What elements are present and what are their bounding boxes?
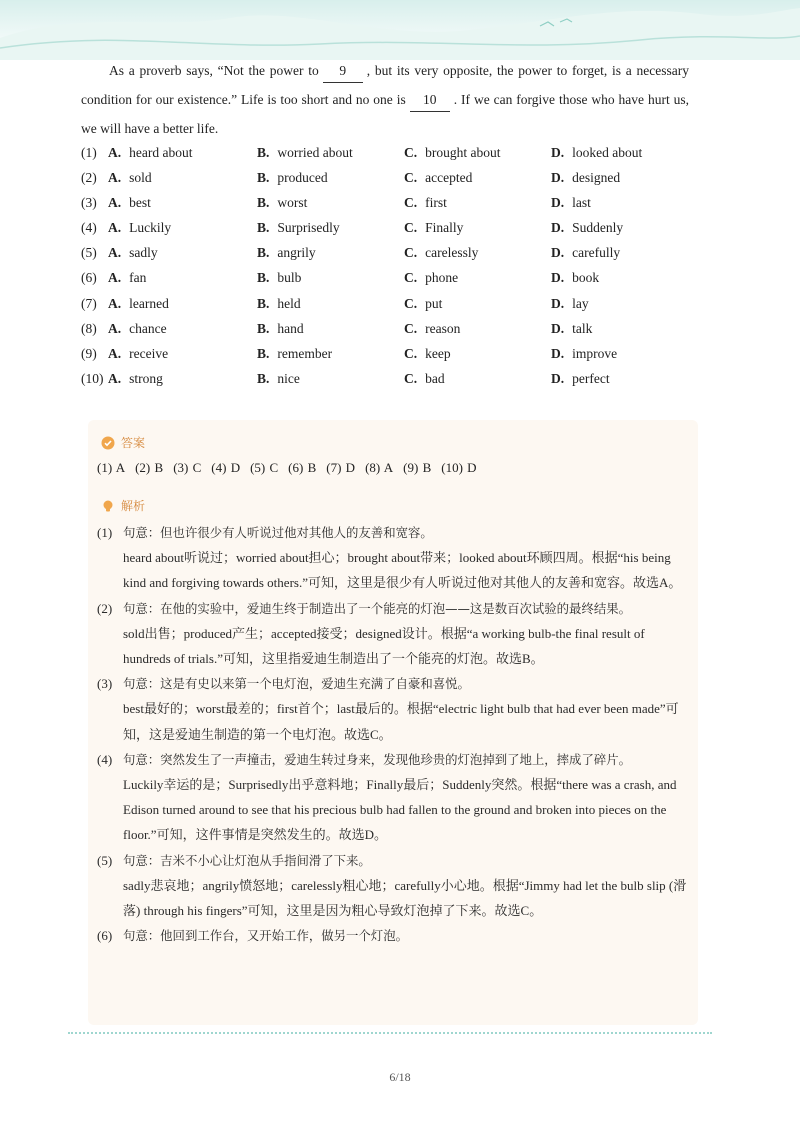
sentence-meaning: 句意：在他的实验中，爱迪生终于制造出了一个能亮的灯泡——这是数百次试验的最终结果。 <box>123 600 632 616</box>
answer-item: (5) C <box>250 460 279 475</box>
choice-text: produced <box>277 170 328 186</box>
answer-item: (6) B <box>288 460 317 475</box>
choice-text: fan <box>129 270 147 286</box>
option-choice <box>551 215 623 240</box>
choice-text: carelessly <box>425 245 479 261</box>
answer-item: (7) D <box>326 460 356 475</box>
choice-letter: C. <box>404 170 418 186</box>
option-choice <box>404 165 472 190</box>
analysis-item <box>97 520 687 596</box>
choice-letter: C. <box>404 370 418 386</box>
choice-letter: D. <box>551 170 565 186</box>
question-number: (6) <box>81 270 97 286</box>
analysis-item <box>97 596 687 672</box>
choice-letter: A. <box>108 220 122 236</box>
choice-text: Suddenly <box>572 220 624 236</box>
option-row <box>81 366 701 391</box>
choice-letter: C. <box>404 220 418 236</box>
option-choice <box>404 140 501 165</box>
option-row <box>81 140 701 165</box>
choice-text: book <box>572 270 600 286</box>
option-choice <box>551 341 617 366</box>
choice-letter: C. <box>404 320 418 336</box>
option-choice <box>108 215 171 240</box>
sentence-meaning: 句意：这是有史以来第一个电灯泡，爱迪生充满了自豪和喜悦。 <box>123 676 470 692</box>
choice-letter: D. <box>551 295 565 311</box>
choice-letter: D. <box>551 245 565 261</box>
option-choice <box>404 190 447 215</box>
passage-text-3: . If we can forgive those who have hurt us, we will have a better life. <box>81 92 689 136</box>
choice-letter: D. <box>551 370 565 386</box>
choice-letter: A. <box>108 370 122 386</box>
question-number: (7) <box>81 295 97 311</box>
choice-text: strong <box>129 370 163 386</box>
choice-text: last <box>572 195 591 211</box>
choice-text: perfect <box>572 370 610 386</box>
option-choice <box>257 265 301 290</box>
option-row <box>81 165 701 190</box>
question-number: (8) <box>81 320 97 336</box>
analysis-number: (5) <box>97 852 113 868</box>
option-choice <box>551 265 599 290</box>
analysis-item <box>97 671 687 747</box>
option-row <box>81 291 701 316</box>
option-choice <box>551 190 591 215</box>
option-choice <box>257 291 301 316</box>
choice-text: best <box>129 195 151 211</box>
analysis-tag <box>101 497 145 514</box>
choice-letter: B. <box>257 370 270 386</box>
choice-letter: C. <box>404 270 418 286</box>
option-choice <box>108 165 152 190</box>
option-row <box>81 190 701 215</box>
sentence-meaning: 句意：吉米不小心让灯泡从手指间滑了下来。 <box>123 852 371 868</box>
options-list <box>81 140 701 391</box>
option-choice <box>404 240 478 265</box>
analysis-item <box>97 747 687 848</box>
choice-text: put <box>425 295 443 311</box>
choice-letter: D. <box>551 270 565 286</box>
choice-letter: C. <box>404 295 418 311</box>
option-choice <box>108 140 192 165</box>
choice-text: hand <box>277 320 304 336</box>
choice-text: Finally <box>425 220 464 236</box>
choice-letter: A. <box>108 170 122 186</box>
analysis-section <box>97 520 687 948</box>
choice-letter: B. <box>257 220 270 236</box>
choice-letter: A. <box>108 295 122 311</box>
option-choice <box>257 240 316 265</box>
choice-text: nice <box>277 370 300 386</box>
option-choice <box>108 190 151 215</box>
choice-text: reason <box>425 320 461 336</box>
analysis-number: (1) <box>97 525 113 540</box>
answer-label: 答案 <box>121 436 146 450</box>
option-choice <box>404 341 451 366</box>
choice-letter: A. <box>108 195 122 211</box>
choice-letter: B. <box>257 270 270 286</box>
cloze-passage <box>81 56 689 143</box>
sentence-meaning: 句意：但也许很少有人听说过他对其他人的友善和宽容。 <box>123 525 433 540</box>
choice-text: angrily <box>277 245 316 261</box>
choice-text: worst <box>277 195 308 211</box>
choice-letter: A. <box>108 320 122 336</box>
analysis-label: 解析 <box>121 499 146 513</box>
sentence-meaning: 句意：他回到工作台，又开始工作，做另一个灯泡。 <box>123 928 408 944</box>
choice-letter: D. <box>551 145 565 160</box>
option-choice <box>108 265 146 290</box>
choice-text: designed <box>572 170 621 186</box>
choice-text: brought about <box>425 145 501 160</box>
analysis-number: (2) <box>97 600 113 616</box>
option-row <box>81 240 701 265</box>
answer-tag <box>101 434 145 451</box>
lightbulb-icon <box>101 499 115 513</box>
choice-letter: A. <box>108 270 122 286</box>
check-badge-icon <box>101 436 115 450</box>
option-choice <box>551 140 642 165</box>
choice-letter: A. <box>108 345 122 361</box>
choice-text: heard about <box>129 145 193 160</box>
option-choice <box>257 316 304 341</box>
answers-line <box>97 460 487 476</box>
footer-divider <box>68 1032 712 1034</box>
choice-text: sadly <box>129 245 158 261</box>
analysis-number: (4) <box>97 751 113 767</box>
passage-text-2: , but its very opposite, the power to forget, is a necessary condition for our existence.” Life is too short and no one is <box>81 63 689 107</box>
choice-text: held <box>277 295 301 311</box>
answer-item: (4) D <box>211 460 241 475</box>
passage-text-1: As a proverb says, “Not the power to <box>109 63 319 78</box>
choice-text: Surprisedly <box>277 220 340 236</box>
analysis-number: (6) <box>97 928 113 944</box>
choice-text: bad <box>425 370 445 386</box>
option-choice <box>108 366 163 391</box>
choice-letter: C. <box>404 245 418 261</box>
choice-letter: B. <box>257 245 270 261</box>
option-choice <box>257 215 340 240</box>
option-choice <box>257 165 328 190</box>
choice-text: first <box>425 195 447 211</box>
word-explanation: sadly悲哀地；angrily愤怒地；carelessly粗心地；carefully小心地。根据“Jimmy had let the bulb slip (滑落) through his fingers”可知，这里是因为粗心导致灯泡掉了下来。故选C。 <box>123 877 687 919</box>
choice-text: keep <box>425 345 451 361</box>
question-number: (9) <box>81 345 97 361</box>
choice-letter: B. <box>257 145 270 160</box>
option-row <box>81 341 701 366</box>
answer-item: (1) A <box>97 460 126 475</box>
option-choice <box>257 341 332 366</box>
option-row <box>81 265 701 290</box>
analysis-item <box>97 848 687 924</box>
sentence-meaning: 句意：突然发生了一声撞击，爱迪生转过身来，发现他珍贵的灯泡掉到了地上，摔成了碎片。 <box>123 751 632 767</box>
choice-letter: D. <box>551 320 565 336</box>
question-number: (1) <box>81 145 97 160</box>
option-choice <box>108 316 167 341</box>
choice-letter: B. <box>257 345 270 361</box>
word-explanation: Luckily幸运的是；Surprisedly出乎意料地；Finally最后；Suddenly突然。根据“there was a crash, and Edison turned around to see that his precious bulb had fallen to the ground and broken into pieces on the floor.”可知，这件事情是突然发生的。故选D。 <box>123 777 677 843</box>
choice-letter: D. <box>551 345 565 361</box>
choice-letter: C. <box>404 145 418 160</box>
question-number: (3) <box>81 195 97 211</box>
option-choice <box>551 316 592 341</box>
option-choice <box>404 291 442 316</box>
option-choice <box>551 291 589 316</box>
answer-item: (3) C <box>173 460 202 475</box>
choice-text: chance <box>129 320 167 336</box>
option-choice <box>551 240 620 265</box>
question-number: (4) <box>81 220 97 236</box>
option-row <box>81 316 701 341</box>
option-choice <box>108 240 158 265</box>
choice-letter: D. <box>551 195 565 211</box>
option-choice <box>257 366 300 391</box>
choice-text: lay <box>572 295 589 311</box>
choice-text: remember <box>277 345 333 361</box>
answer-item: (8) A <box>365 460 394 475</box>
choice-text: improve <box>572 345 618 361</box>
page-number: 6/18 <box>389 1070 411 1084</box>
choice-letter: C. <box>404 345 418 361</box>
answer-item: (10) D <box>441 460 477 475</box>
choice-text: talk <box>572 320 593 336</box>
choice-letter: D. <box>551 220 565 236</box>
option-choice <box>404 366 445 391</box>
option-choice <box>257 190 307 215</box>
choice-text: Luckily <box>129 220 172 236</box>
answer-item: (2) B <box>135 460 164 475</box>
choice-letter: A. <box>108 245 122 261</box>
choice-text: learned <box>129 295 169 311</box>
blank-9: 9 <box>323 60 363 83</box>
blank-10: 10 <box>410 89 450 112</box>
question-number: (10) <box>81 370 104 386</box>
choice-text: looked about <box>572 145 643 160</box>
choice-text: sold <box>129 170 152 186</box>
header-decoration <box>0 0 800 60</box>
option-choice <box>551 366 610 391</box>
option-choice <box>108 291 169 316</box>
choice-text: accepted <box>425 170 473 186</box>
question-number: (5) <box>81 245 97 261</box>
question-number: (2) <box>81 170 97 186</box>
choice-letter: B. <box>257 295 270 311</box>
word-explanation: heard about听说过；worried about担心；brought about带来；looked about环顾四周。根据“his being kind and forgiving towards others.”可知，这里是很少有人听说过他对其他人的友善和宽容。故选A。 <box>123 550 682 591</box>
choice-text: worried about <box>277 145 353 160</box>
option-choice <box>404 215 463 240</box>
choice-letter: B. <box>257 195 270 211</box>
analysis-number: (3) <box>97 676 113 692</box>
choice-letter: B. <box>257 320 270 336</box>
option-choice <box>551 165 620 190</box>
choice-text: phone <box>425 270 459 286</box>
choice-text: receive <box>129 345 169 361</box>
word-explanation: sold出售；produced产生；accepted接受；designed设计。根据“a working bulb-the final result of hundreds of trials.”可知，这里指爱迪生制造出了一个能亮的灯泡。故选B。 <box>123 625 645 667</box>
word-explanation: best最好的；worst最差的；first首个；last最后的。根据“electric light bulb that had ever been made”可知，这是爱迪生制造的第一个电灯泡。故选C。 <box>123 701 679 742</box>
choice-text: carefully <box>572 245 621 261</box>
choice-letter: A. <box>108 145 122 160</box>
option-choice <box>404 316 460 341</box>
choice-letter: B. <box>257 170 270 186</box>
analysis-item <box>97 923 687 948</box>
option-choice <box>257 140 353 165</box>
answer-item: (9) B <box>403 460 432 475</box>
option-row <box>81 215 701 240</box>
option-choice <box>108 341 168 366</box>
choice-text: bulb <box>277 270 302 286</box>
option-choice <box>404 265 458 290</box>
choice-letter: C. <box>404 195 418 211</box>
